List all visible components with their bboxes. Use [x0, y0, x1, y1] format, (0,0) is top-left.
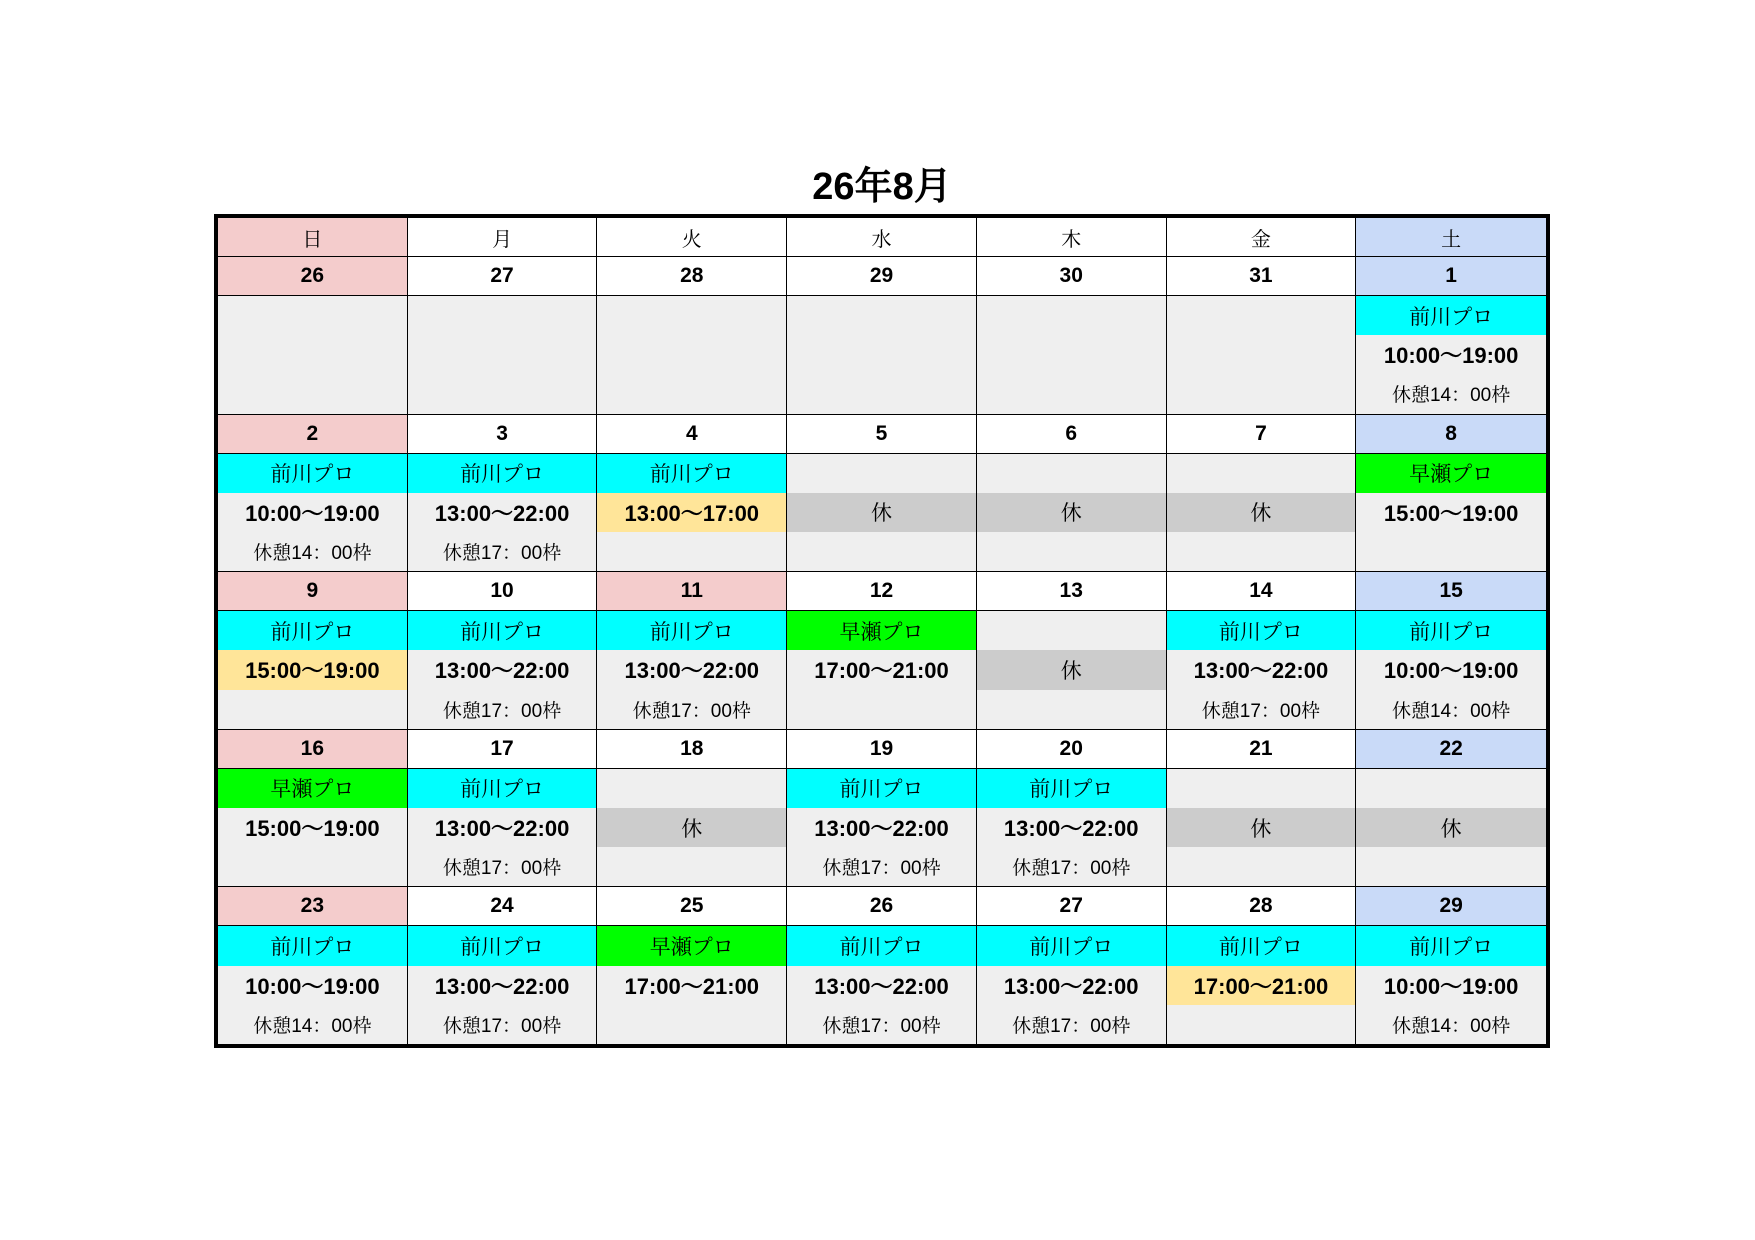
time-range: 13:00～22:00: [1193, 658, 1329, 684]
break-note: 休憩14：00枠: [253, 543, 372, 565]
instructor-label: 前川プロ: [218, 926, 407, 965]
empty-slot: [408, 335, 597, 374]
instructor-label: 前川プロ: [787, 769, 976, 808]
break-note: 休憩17：00枠: [442, 1015, 562, 1037]
empty-slot: [1167, 296, 1356, 335]
calendar-day: [218, 729, 408, 887]
instructor-label: 前川プロ: [408, 769, 597, 808]
instructor-label: 前川プロ: [1356, 296, 1546, 335]
instructor-label: 前川プロ: [1356, 611, 1546, 650]
empty-slot: [1356, 847, 1546, 886]
empty-slot: [977, 690, 1166, 729]
empty-slot: [1167, 769, 1356, 808]
time-range: 13:00～22:00: [434, 816, 570, 842]
day-number: 18: [597, 729, 786, 769]
calendar-week: [218, 729, 1546, 887]
break-note: 休憩17：00枠: [442, 700, 562, 722]
calendar-day: [787, 571, 977, 729]
day-number: 31: [1167, 256, 1356, 296]
empty-slot: [977, 532, 1166, 571]
day-number: 21: [1167, 729, 1356, 769]
calendar-day: [1167, 886, 1357, 1044]
empty-slot: [218, 847, 407, 886]
day-number: 28: [1167, 886, 1356, 926]
calendar-week: [218, 886, 1546, 1044]
day-off-label: 休: [597, 808, 786, 847]
calendar-day: [1356, 571, 1546, 729]
calendar-week: [218, 256, 1546, 414]
day-number: 5: [787, 414, 976, 454]
day-number: 28: [597, 256, 786, 296]
instructor-label: 前川プロ: [597, 454, 786, 493]
day-number: 24: [408, 886, 597, 926]
empty-slot: [597, 374, 786, 413]
calendar-day: [977, 886, 1167, 1044]
day-number: 14: [1167, 571, 1356, 611]
empty-slot: [597, 847, 786, 886]
empty-slot: [218, 296, 407, 335]
time-range: 10:00～19:00: [1383, 343, 1519, 369]
empty-slot: [408, 296, 597, 335]
day-number: 1: [1356, 256, 1546, 296]
instructor-label: 前川プロ: [1167, 611, 1356, 650]
empty-slot: [1167, 847, 1356, 886]
time-range: 10:00～19:00: [245, 973, 380, 999]
break-note: 休憩17：00枠: [1201, 700, 1321, 722]
calendar-day: [1356, 886, 1546, 1044]
day-number: 23: [218, 886, 407, 926]
instructor-label: 前川プロ: [408, 926, 597, 965]
calendar-week: [218, 571, 1546, 729]
empty-slot: [597, 296, 786, 335]
weekday-header-cell: 日: [218, 218, 408, 256]
instructor-label: 早瀬プロ: [218, 769, 407, 808]
weekday-header-cell: 土: [1356, 218, 1546, 256]
break-note: 休憩17：00枠: [442, 858, 562, 880]
instructor-label: 前川プロ: [597, 611, 786, 650]
empty-slot: [787, 454, 976, 493]
calendar-day: [597, 256, 787, 414]
day-number: 17: [408, 729, 597, 769]
empty-slot: [787, 335, 976, 374]
break-note: 休憩14：00枠: [1391, 385, 1511, 407]
instructor-label: 前川プロ: [408, 454, 597, 493]
break-note: 休憩17：00枠: [1012, 858, 1131, 880]
calendar-day: [408, 729, 598, 887]
day-off-label: 休: [787, 493, 976, 532]
day-number: 13: [977, 571, 1166, 611]
empty-slot: [787, 374, 976, 413]
calendar-week: [218, 414, 1546, 572]
time-range: 13:00～22:00: [624, 658, 760, 684]
break-note: 休憩17：00枠: [442, 543, 562, 565]
calendar-day: [597, 729, 787, 887]
calendar-day: [408, 256, 598, 414]
empty-slot: [977, 296, 1166, 335]
break-note: 休憩17：00枠: [822, 1015, 941, 1037]
instructor-label: 前川プロ: [977, 769, 1166, 808]
calendar-day: [787, 414, 977, 572]
day-number: 20: [977, 729, 1166, 769]
instructor-label: 早瀬プロ: [1356, 454, 1546, 493]
day-number: 19: [787, 729, 976, 769]
empty-slot: [1356, 769, 1546, 808]
instructor-label: 前川プロ: [1167, 926, 1356, 965]
calendar-day: [977, 414, 1167, 572]
calendar-body: [218, 256, 1546, 1044]
break-note: 休憩17：00枠: [1012, 1015, 1131, 1037]
calendar-day: [218, 414, 408, 572]
empty-slot: [1167, 374, 1356, 413]
calendar-day: [597, 571, 787, 729]
calendar-day: [977, 729, 1167, 887]
day-off-label: 休: [977, 650, 1166, 689]
empty-slot: [597, 532, 786, 571]
empty-slot: [408, 374, 597, 413]
empty-slot: [218, 335, 407, 374]
empty-slot: [787, 532, 976, 571]
break-note: 休憩14：00枠: [253, 1015, 372, 1037]
day-number: 3: [408, 414, 597, 454]
weekday-header-cell: 月: [408, 218, 598, 256]
break-note: 休憩14：00枠: [1391, 700, 1511, 722]
break-note: 休憩14：00枠: [1391, 1015, 1511, 1037]
time-range: 13:00～22:00: [814, 973, 949, 999]
empty-slot: [977, 335, 1166, 374]
empty-slot: [1167, 335, 1356, 374]
empty-slot: [977, 374, 1166, 413]
day-number: 29: [787, 256, 976, 296]
day-number: 26: [787, 886, 976, 926]
calendar-day: [597, 414, 787, 572]
calendar-day: [1167, 256, 1357, 414]
empty-slot: [1356, 532, 1546, 571]
empty-slot: [597, 335, 786, 374]
empty-slot: [597, 1005, 786, 1044]
weekday-header-cell: 木: [977, 218, 1167, 256]
day-number: 12: [787, 571, 976, 611]
day-number: 27: [977, 886, 1166, 926]
day-number: 25: [597, 886, 786, 926]
day-number: 10: [408, 571, 597, 611]
calendar-day: [1167, 414, 1357, 572]
empty-slot: [597, 769, 786, 808]
calendar-day: [1167, 571, 1357, 729]
empty-slot: [787, 690, 976, 729]
empty-slot: [977, 454, 1166, 493]
calendar-day: [977, 256, 1167, 414]
time-range: 13:00～22:00: [434, 973, 570, 999]
calendar-day: [1356, 729, 1546, 887]
weekday-header-cell: 火: [597, 218, 787, 256]
calendar-title: 26年8月: [812, 166, 952, 208]
calendar-day: [977, 571, 1167, 729]
calendar-day: [218, 886, 408, 1044]
calendar-table: [214, 214, 1550, 1048]
day-off-label: 休: [1167, 808, 1356, 847]
day-number: 16: [218, 729, 407, 769]
instructor-label: 前川プロ: [408, 611, 597, 650]
day-number: 22: [1356, 729, 1546, 769]
day-number: 9: [218, 571, 407, 611]
time-range: 15:00～19:00: [245, 816, 380, 842]
calendar-day: [1356, 414, 1546, 572]
day-number: 2: [218, 414, 407, 454]
empty-slot: [1167, 532, 1356, 571]
time-range: 13:00～22:00: [1003, 973, 1139, 999]
weekday-header-row: [218, 218, 1546, 256]
time-range: 15:00～19:00: [218, 650, 407, 689]
day-number: 29: [1356, 886, 1546, 926]
time-range: 13:00～22:00: [814, 816, 949, 842]
calendar-day: [1356, 256, 1546, 414]
day-off-label: 休: [1167, 493, 1356, 532]
instructor-label: 前川プロ: [218, 611, 407, 650]
day-number: 11: [597, 571, 786, 611]
calendar-day: [787, 256, 977, 414]
empty-slot: [1167, 1005, 1356, 1044]
time-range: 13:00～22:00: [1003, 816, 1139, 842]
time-range: 17:00～21:00: [624, 973, 760, 999]
day-off-label: 休: [1356, 808, 1546, 847]
day-number: 7: [1167, 414, 1356, 454]
day-number: 6: [977, 414, 1166, 454]
day-number: 26: [218, 256, 407, 296]
day-number: 15: [1356, 571, 1546, 611]
empty-slot: [977, 611, 1166, 650]
calendar-day: [1167, 729, 1357, 887]
time-range: 10:00～19:00: [1383, 973, 1519, 999]
calendar-day: [408, 571, 598, 729]
break-note: 休憩17：00枠: [822, 858, 941, 880]
day-number: 8: [1356, 414, 1546, 454]
day-off-label: 休: [977, 493, 1166, 532]
time-range: 17:00～21:00: [1167, 966, 1356, 1005]
calendar-day: [597, 886, 787, 1044]
time-range: 15:00～19:00: [1383, 500, 1519, 526]
instructor-label: 前川プロ: [787, 926, 976, 965]
time-range: 10:00～19:00: [245, 500, 380, 526]
weekday-header-cell: 金: [1167, 218, 1357, 256]
time-range: 13:00～22:00: [434, 658, 570, 684]
instructor-label: 前川プロ: [218, 454, 407, 493]
calendar-day: [218, 256, 408, 414]
empty-slot: [218, 374, 407, 413]
calendar-day: [408, 886, 598, 1044]
instructor-label: 早瀬プロ: [787, 611, 976, 650]
calendar-day: [787, 729, 977, 887]
time-range: 13:00～17:00: [597, 493, 786, 532]
instructor-label: 前川プロ: [977, 926, 1166, 965]
day-number: 30: [977, 256, 1166, 296]
day-number: 27: [408, 256, 597, 296]
instructor-label: 早瀬プロ: [597, 926, 786, 965]
time-range: 13:00～22:00: [434, 500, 570, 526]
empty-slot: [1167, 454, 1356, 493]
calendar-day: [787, 886, 977, 1044]
calendar-day: [408, 414, 598, 572]
time-range: 17:00～21:00: [814, 658, 949, 684]
day-number: 4: [597, 414, 786, 454]
instructor-label: 前川プロ: [1356, 926, 1546, 965]
calendar-day: [218, 571, 408, 729]
weekday-header-cell: 水: [787, 218, 977, 256]
break-note: 休憩17：00枠: [632, 700, 751, 722]
time-range: 10:00～19:00: [1383, 658, 1519, 684]
empty-slot: [787, 296, 976, 335]
empty-slot: [218, 690, 407, 729]
